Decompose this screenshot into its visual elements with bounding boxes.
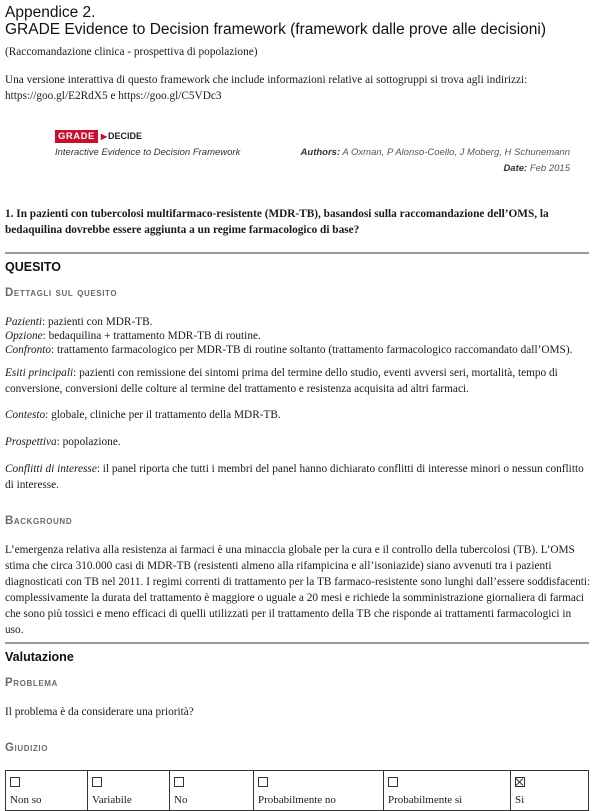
quesito-details-heading: Dettagli sul quesito [5,287,118,299]
grade-decide-logo [55,130,145,143]
option-label: Variabile [92,794,132,806]
option-label: Non so [10,794,42,806]
date-line [503,163,570,174]
judgement-option-probabilmente-si[interactable] [384,771,511,811]
problema-heading: Problema [5,677,58,689]
judgement-option-non-so[interactable] [6,771,88,811]
quesito-prospettiva [5,434,591,450]
date-label: Date: [503,163,528,174]
authors-line [301,147,570,158]
prospettiva-label: Prospettiva [5,436,57,448]
section-divider [5,642,589,644]
pazienti-label: Pazienti [5,316,43,328]
option-label: Probabilmente no [258,794,336,806]
subtitle: (Raccomandazione clinica - prospettiva di popolazione) [5,46,258,58]
option-label: Probabilmente sì [388,794,463,806]
checkbox-icon[interactable] [388,777,398,787]
quesito-confronto [5,342,591,358]
quesito-contesto [5,407,591,423]
background-paragraph: L’emergenza relativa alla resistenza ai farmaci è una minaccia globale per la cura e il controllo della tubercolosi (TB). L’OMS stima che circa 310.000 casi di MDR-TB (resistenti almeno alla rifampicina e all’isoniazide) siano avvenuti tra i pazienti diagnosticati con TB nel 2011. I regimi correnti di trattamento per la TB farmaco-resistente sono lunghi dall’essere soddisfacenti: complessivamente la durata del trattamento è maggiore o uguale a 20 mesi e richiede la somministrazione giornaliera di farmaci che sono più tossici e meno efficaci di quelli utilizzati per il trattamento della TB che risponde ai trattamenti farmacologici in uso. [5,544,591,636]
date-value: Feb 2015 [529,163,570,174]
decide-logo-text: DECIDE [107,131,142,141]
background-heading: Background [5,515,73,527]
opzione-text: : bedaquilina + trattamento MDR-TB di routine. [42,330,261,342]
opzione-label: Opzione [5,330,43,342]
section-divider [5,252,589,254]
pazienti-text: : pazienti con MDR-TB. [42,316,153,328]
conflitti-label: Conflitti di interesse [5,463,97,475]
framework-tagline: Interactive Evidence to Decision Framework [55,147,241,158]
contesto-text: : globale, cliniche per il trattamento della MDR-TB. [45,409,281,421]
clinical-question: 1. In pazienti con tubercolosi multifarmaco-resistente (MDR-TB), basandosi sulla raccomandazione dell’OMS, la bedaquilina dovrebbe essere aggiunta a un regime farmacologico di base? [5,208,549,236]
checkbox-icon[interactable] [174,777,184,787]
grade-logo-text: GRADE [55,130,98,143]
document-header [5,4,546,38]
giudizio-heading: Giudizio [5,742,49,754]
valutazione-heading: Valutazione [5,650,74,664]
confronto-text: : trattamento farmacologico per MDR-TB di routine soltanto (trattamento farmacologico raccomandato dall’OMS). [51,344,573,356]
authors-names: A Oxman, P Alonso-Coello, J Moberg, H Schunemann [342,147,570,158]
judgement-option-si[interactable] [511,771,589,811]
quesito-esiti [5,365,591,397]
intro-paragraph: Una versione interattiva di questo framework che include informazioni relative ai sottogruppi si trova agli indirizzi: https://goo.gl/E2RdX5 e https://goo.gl/C5VDc3 [5,74,528,102]
quesito-conflitti [5,461,591,493]
checkbox-icon[interactable] [92,777,102,787]
prospettiva-text: : popolazione. [56,436,121,448]
quesito-heading: QUESITO [5,260,62,274]
checkbox-icon[interactable] [10,777,20,787]
option-label: Sì [515,794,525,806]
confronto-label: Confronto [5,344,52,356]
checked-checkbox-icon[interactable] [515,777,525,787]
judgement-option-variabile[interactable] [88,771,170,811]
judgement-option-probabilmente-no[interactable] [254,771,384,811]
decide-arrow-icon: ▶ [100,132,107,141]
document-title: GRADE Evidence to Decision framework (framework dalle prove alle decisioni) [5,21,546,38]
option-label: No [174,794,188,806]
judgement-table [5,770,589,811]
conflitti-text: : il panel riporta che tutti i membri del panel hanno dichiarato conflitti di interesse minori o nessun conflitto di interesse. [5,463,584,491]
appendix-label: Appendice 2. [5,4,96,21]
grade-decide-banner [55,130,570,180]
contesto-label: Contesto [5,409,46,421]
problema-question: Il problema è da considerare una priorità? [5,706,194,718]
judgement-option-no[interactable] [170,771,254,811]
judgement-options-row [6,771,589,811]
checkbox-icon[interactable] [258,777,268,787]
esiti-label: Esiti principali [5,367,74,379]
authors-label: Authors: [300,147,341,158]
esiti-text: : pazienti con remissione dei sintomi prima del termine dello studio, eventi avversi seri, mortalità, tempo di conversione, conversioni delle colture al termine del trattamento e resistenza acquisita ad altri farmaci. [5,367,558,395]
